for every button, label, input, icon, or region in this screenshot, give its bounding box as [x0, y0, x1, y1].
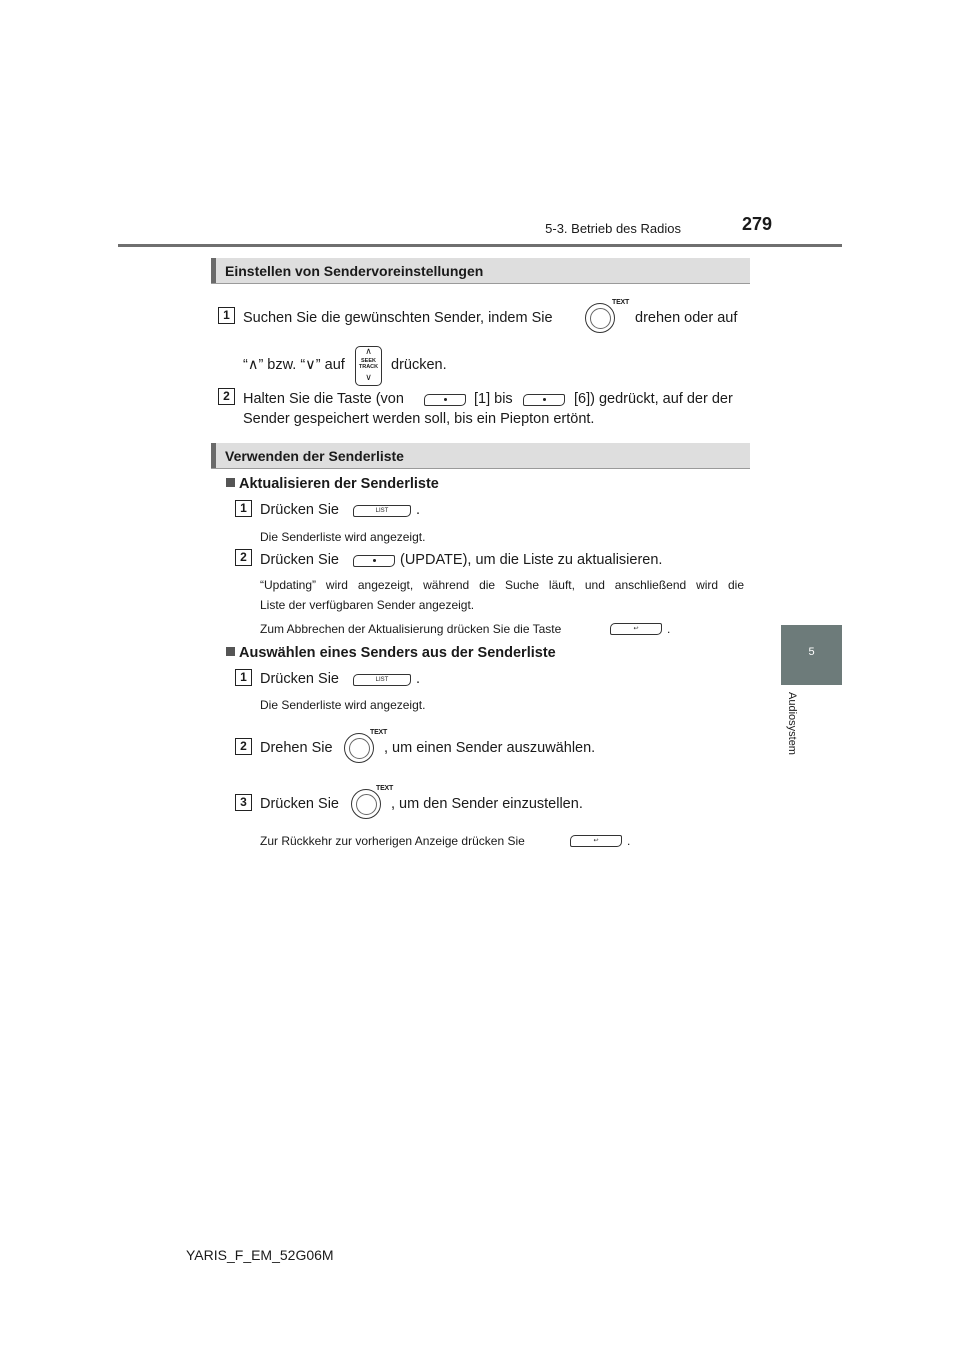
tune-knob-icon — [344, 733, 374, 763]
step-note: . — [627, 834, 631, 848]
step-number: 2 — [235, 549, 252, 566]
step-text: . — [416, 502, 421, 518]
section-heading-text: Einstellen von Sendervoreinstellungen — [225, 263, 484, 279]
step-note: “Updating” wird angezeigt, während die Suche läuft, und anschließend wird die — [260, 578, 744, 592]
step-text: , um den Sender einzustellen. — [391, 796, 583, 812]
bullet-square-icon — [226, 647, 235, 656]
step-text: Halten Sie die Taste (von — [243, 391, 404, 407]
document-code: YARIS_F_EM_52G06M — [186, 1247, 334, 1263]
seek-track-button-icon — [355, 346, 382, 386]
seek-up-glyph: ∧ — [365, 346, 372, 356]
step-text: Drücken Sie — [260, 502, 339, 518]
header-rule — [118, 244, 842, 247]
knob-text-label: TEXT — [376, 785, 394, 792]
seek-label-line1: SEEK — [361, 358, 376, 364]
step-text: Drücken Sie — [260, 796, 339, 812]
step-text: “∧” bzw. “∨” auf — [243, 357, 345, 373]
step-note: Die Senderliste wird angezeigt. — [260, 698, 426, 712]
seek-label-line2: TRACK — [358, 364, 379, 370]
step-text: [6]) gedrückt, auf der der — [574, 391, 733, 407]
section-heading-presets — [211, 258, 750, 284]
list-button-icon: LIST — [353, 674, 411, 686]
section-heading-text: Verwenden der Senderliste — [225, 448, 404, 464]
running-header-section: 5-3. Betrieb des Radios — [545, 221, 681, 236]
step-text: Sender gespeichert werden soll, bis ein Piepton ertönt. — [243, 411, 595, 427]
step-note: Zum Abbrechen der Aktualisierung drücken Sie die Taste — [260, 622, 562, 636]
page-number: 279 — [742, 214, 773, 234]
knob-text-label: TEXT — [370, 729, 388, 736]
preset-button-icon — [353, 555, 395, 567]
preset-button-icon — [424, 394, 466, 406]
step-text: drehen oder auf — [635, 310, 738, 326]
step-note: Liste der verfügbaren Sender angezeigt. — [260, 598, 475, 612]
back-button-icon: ↩ — [570, 835, 622, 847]
step-number: 2 — [218, 388, 235, 405]
list-button-icon: LIST — [353, 505, 411, 517]
preset-button-icon — [523, 394, 565, 406]
step-number: 1 — [235, 669, 252, 686]
subheading-update — [226, 476, 439, 492]
step-note: . — [667, 622, 671, 636]
seek-down-glyph: ∨ — [365, 372, 372, 382]
tune-knob-icon — [585, 303, 615, 333]
step-text: , um einen Sender auszuwählen. — [384, 740, 596, 756]
section-heading-station-list — [211, 443, 750, 469]
back-button-icon: ↩ — [610, 623, 662, 635]
step-text: drücken. — [391, 357, 447, 373]
step-number: 2 — [235, 738, 252, 755]
step-note: Die Senderliste wird angezeigt. — [260, 530, 426, 544]
step-text: [1] bis — [474, 391, 513, 407]
step-note: Zur Rückkehr zur vorherigen Anzeige drücken Sie — [260, 834, 525, 848]
step-text: Drücken Sie — [260, 552, 339, 568]
tune-knob-icon — [351, 789, 381, 819]
step-number: 1 — [218, 307, 235, 324]
bullet-square-icon — [226, 478, 235, 487]
chapter-label: Audiosystem — [786, 692, 798, 755]
subheading-text: Auswählen eines Senders aus der Senderliste — [239, 645, 556, 661]
knob-text-label: TEXT — [612, 299, 630, 306]
step-text: Drücken Sie — [260, 671, 339, 687]
subheading-select — [226, 645, 556, 661]
seek-label — [356, 358, 381, 370]
step-number: 1 — [235, 500, 252, 517]
chapter-tab — [781, 625, 842, 685]
step-text: Suchen Sie die gewünschten Sender, indem Sie — [243, 310, 553, 326]
step-number: 3 — [235, 794, 252, 811]
chapter-number: 5 — [808, 646, 815, 658]
step-text: . — [416, 671, 421, 687]
subheading-text: Aktualisieren der Senderliste — [239, 476, 439, 492]
step-text: (UPDATE), um die Liste zu aktualisieren. — [400, 552, 663, 568]
step-text: Drehen Sie — [260, 740, 333, 756]
